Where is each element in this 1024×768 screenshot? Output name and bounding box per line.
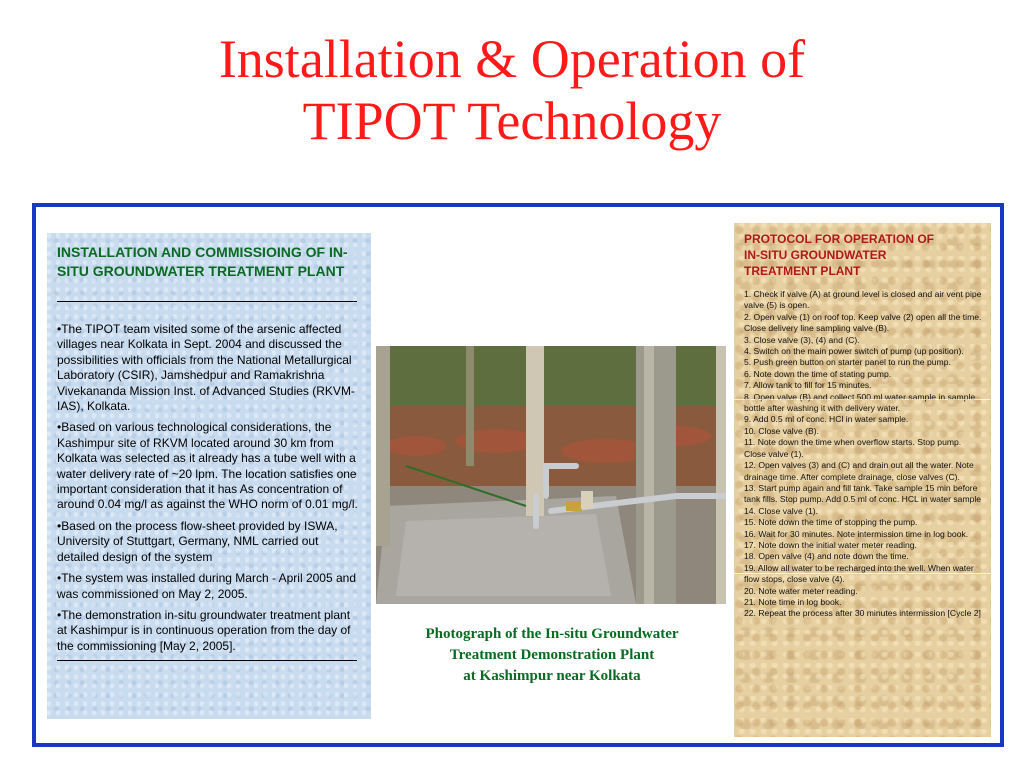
installation-bullet: •Based on various technological considerations, the Kashimpur site of RKVM located around 30 km from Kolkata was selected as it already has a tube well with a water delivery rate of ~20 lpm. The location satisfies one important consideration that it has As concentration of around 0.04 mg/l as against the WHO norm of 0.01 mg/l.	[57, 420, 358, 512]
protocol-step-list	[744, 289, 983, 620]
protocol-step: 17. Note down the initial water meter reading.	[744, 539, 917, 550]
panel-divider	[734, 399, 991, 400]
installation-bullet: •The system was installed during March - April 2005 and was commissioned on May 2, 2005.	[57, 571, 357, 601]
slide-title-line-2: TIPOT Technology	[302, 91, 722, 151]
installation-bullet: •Based on the process flow-sheet provided by ISWA, University of Stuttgart, Germany, NML carried out detailed design of the system	[57, 518, 338, 564]
installation-panel	[47, 233, 371, 719]
installation-bullet: •The TIPOT team visited some of the arsenic affected villages near Kolkata in Sept. 2004 and discussed the possibilities with officials from the National Metallurgical Laboratory (CSIR), Jamshedpur and Ramakrishna Vivekananda Mission Inst. of Advanced Studies (RKVM-IAS), Kolkata.	[57, 322, 355, 414]
heading-divider	[57, 301, 357, 302]
slide-title-line-1: Installation & Operation of	[218, 29, 806, 89]
protocol-step: 8. Open valve (B) and collect 500 ml water sample in sample bottle after washing it with delivery water.	[744, 391, 976, 414]
protocol-step: 18. Open valve (4) and note down the time.	[744, 551, 909, 562]
protocol-step: 14. Close valve (1).	[744, 505, 819, 516]
protocol-heading	[744, 231, 983, 279]
protocol-step: 13. Start pump again and fill tank. Take sample 15 min before tank fills. Stop pump. Add 0.5 ml of conc. HCL in water sample	[744, 482, 982, 505]
protocol-step: 7. Allow tank to fill for 15 minutes.	[744, 380, 872, 391]
protocol-step: 2. Open valve (1) on roof top. Keep valve (2) open all the time. Close delivery line sampling valve (B).	[744, 311, 982, 334]
bottom-divider	[57, 660, 357, 661]
protocol-heading-line-2: IN-SITU GROUNDWATER	[744, 248, 887, 262]
protocol-step: 6. Note down the time of stating pump.	[744, 368, 892, 379]
protocol-step: 4. Switch on the main power switch of pump (up position).	[744, 346, 964, 357]
slide-title	[0, 28, 1024, 152]
installation-bullet: •The demonstration in-situ groundwater treatment plant at Kashimpur is in continuous operation from the day of the commissioning [May 2, 2005].	[57, 607, 351, 653]
installation-bullet-list	[57, 322, 361, 654]
content-frame	[32, 203, 1004, 747]
photo-caption-line-3: at Kashimpur near Kolkata	[463, 668, 641, 684]
protocol-step: 10. Close valve (B).	[744, 425, 819, 436]
protocol-heading-line-3: TREATMENT PLANT	[744, 264, 861, 278]
protocol-step: 3. Close valve (3), (4) and (C).	[744, 334, 860, 345]
treatment-plant-photo-illustration	[376, 346, 726, 604]
protocol-step: 12. Open valves (3) and (C) and drain out all the water. Note drainage time. After complete drainage, close valves (C).	[744, 460, 974, 482]
installation-heading: INSTALLATION AND COMMISSIOING OF IN-SITU GROUNDWATER TREATMENT PLANT	[57, 244, 348, 279]
protocol-step: 19. Allow all water to be recharged into the well. When water flow stops, close valve (4).	[744, 562, 974, 585]
protocol-panel	[734, 223, 991, 737]
panel-divider	[734, 573, 991, 574]
protocol-step: 5. Push green button on starter panel to run the pump.	[744, 357, 951, 368]
treatment-plant-photo	[376, 346, 726, 604]
protocol-step: 1. Check if valve (A) at ground level is closed and air vent pipe valve (5) is open.	[744, 289, 982, 311]
protocol-step: 16. Wait for 30 minutes. Note intermission time in log book.	[744, 528, 969, 539]
protocol-step: 15. Note down the time of stopping the pump.	[744, 517, 918, 528]
protocol-heading-line-1: PROTOCOL FOR OPERATION OF	[744, 232, 935, 246]
protocol-step: 22. Repeat the process after 30 minutes intermission [Cycle 2]	[744, 608, 981, 619]
photo-caption	[366, 624, 738, 687]
protocol-step: 21. Note time in log book.	[744, 596, 842, 607]
protocol-step: 20. Note water meter reading.	[744, 585, 858, 596]
photo-caption-line-2: Treatment Demonstration Plant	[449, 647, 655, 663]
protocol-step: 11. Note down the time when overflow starts. Stop pump. Close valve (1).	[744, 437, 962, 459]
protocol-step: 9. Add 0.5 ml of conc. HCl in water sample.	[744, 414, 909, 425]
photo-caption-line-1: Photograph of the In-situ Groundwater	[425, 626, 679, 642]
